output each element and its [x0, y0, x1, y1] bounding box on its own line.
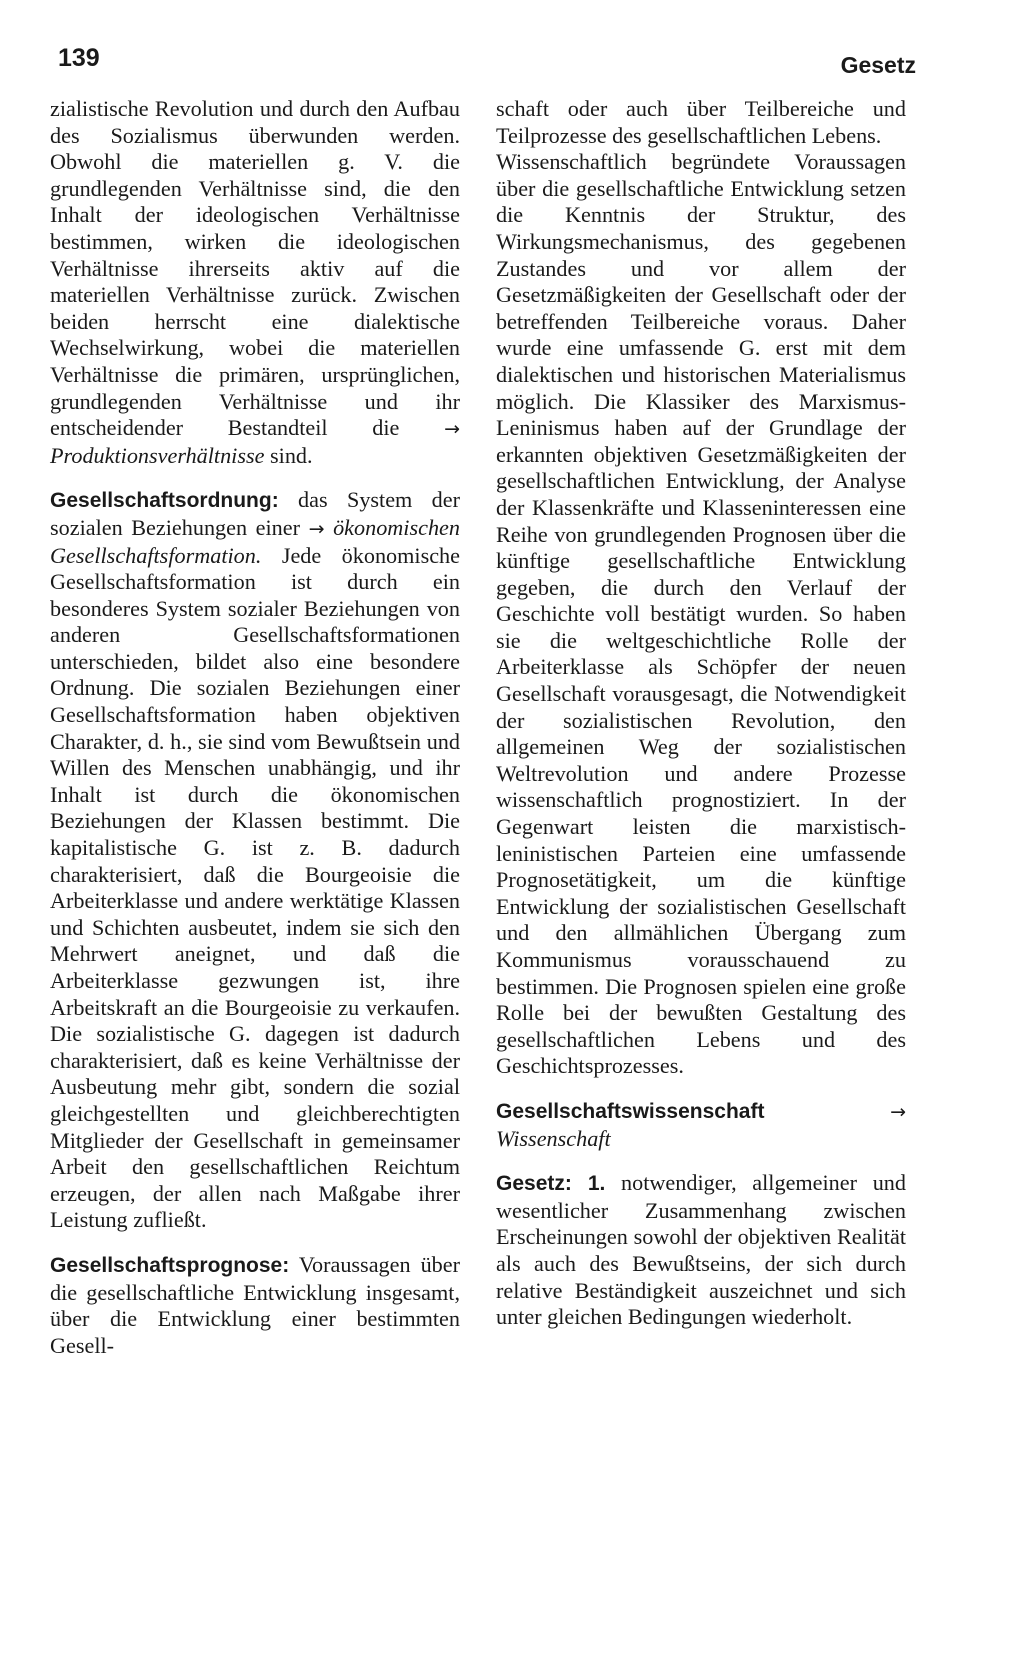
entry-gesellschaftsordnung — [50, 487, 460, 1234]
page-number: 139 — [58, 44, 100, 72]
paragraph: Wissenschaftlich begründete Voraussagen über die gesellschaftliche Entwicklung setzen die Kenntnis der Struktur, des Wirkungsmechanismus, des gegebenen Zustandes und vor allem der Gesetzmäßigkeiten der Gesellschaft oder der betreffenden Teilbereiche voraus. Daher wurde eine umfassende G. erst mit dem dialektischen und historischen Materialismus möglich. Die Klassiker des Marxismus-Leninismus haben auf der Grundlage der erkannten objektiven Gesetzmäßigkeiten der gesellschaftlichen Entwicklung, der Analyse der Klassenkräfte und Klasseninteressen eine Reihe von grundlegenden Prognosen über die künftige gesellschaftliche Entwicklung gegeben, die durch den Verlauf der Geschichte voll bestätigt wurden. So haben sie die weltgeschichtliche Rolle der Arbeiterklasse als Schöpfer der neuen Gesellschaft vorausgesagt, die Notwendigkeit der sozialistischen Revolution, den allgemeinen Weg der sozialistischen Weltrevolution und andere Prozesse wissenschaftlich prognostiziert. In der Gegenwart leisten die marxistisch-leninistischen Parteien eine umfassende Prognosetätigkeit, um die künftige Entwicklung der sozialistischen Gesellschaft und den allmählichen Übergang zum Kommunismus vorausschauend zu bestimmen. Die Prognosen spielen eine große Rolle bei der bewußten Gestaltung des gesellschaftlichen Lebens und des Geschichtsprozesses. — [496, 149, 906, 1079]
paragraph-text: zialistische Revolution und durch den Aufbau des Sozialismus überwunden werden. Obwohl die materiellen g. V. die grundlegenden Verhältnisse sind, die den Inhalt der ideologischen Verhältnisse bestimmen, wirken die ideologischen Verhältnisse ihrerseits aktiv auf die materiellen Verhältnisse zurück. Zwischen beiden herrscht eine dialektische Wechselwirkung, wobei die materiellen Verhältnisse die primären, ursprünglichen, grundlegenden Verhältnisse und ihr entscheidender Bestandteil die — [50, 96, 460, 441]
page-header — [48, 44, 914, 84]
sense-number: 1. — [571, 1172, 606, 1196]
cross-reference-arrow-icon: → — [444, 418, 460, 441]
right-column — [496, 96, 906, 1331]
paragraph-text-end: sind. — [264, 442, 313, 468]
cross-reference: ökonomischen Gesellschaftsformation. — [50, 514, 460, 568]
continuation-paragraph: schaft oder auch über Teilbereiche und Teilprozesse des gesellschaftlichen Lebens. — [496, 96, 906, 148]
left-column — [50, 96, 460, 1359]
entry-body: Jede ökonomische Gesellschaftsformation ist durch ein besonderes System sozialer Beziehungen von anderen Gesellschaftsformationen unterschieden, bildet also eine besondere Ordnung. Die sozialen Beziehungen einer Gesellschaftsformation haben objektiven Charakter, d. h., sie sind vom Bewußtsein und Willen des Menschen unabhängig, und ihr Inhalt ist durch die ökonomischen Beziehungen der Klassen bestimmt. Die kapitalistische G. ist z. B. dadurch charakterisiert, daß die Bourgeoisie die Arbeiterklasse und andere werktätige Klassen und Schichten ausbeutet, indem sie sich den Mehrwert aneignet, und daß die Arbeiterklasse gezwungen ist, ihre Arbeitskraft an die Bourgeoisie zu verkaufen. Die sozialistische G. dagegen ist dadurch charakterisiert, daß es keine Verhältnisse der Ausbeutung mehr gibt, sondern die sozial gleichgestellten und gleichberechtigten Mitglieder der Gesellschaft in gemeinsamer Arbeit den gesellschaftlichen Reichtum erzeugen, der allen nach Maßgabe ihrer Leistung zufließt. — [50, 542, 460, 1233]
cross-reference: Produktionsverhältnisse — [50, 442, 265, 468]
running-head: Gesetz — [840, 52, 916, 78]
entry-term: Gesetz: — [496, 1172, 572, 1196]
entry-body: notwendiger, allgemeiner und wesentlicher Zusammenhang zwischen Erscheinungen sowohl der objektiven Realität als auch des Bewußtseins, der sich durch relative Beständigkeit auszeichnet und sich unter gleichen Bedingungen wiederholt. — [496, 1170, 906, 1330]
cross-reference-arrow-icon: → — [890, 1100, 906, 1123]
entry-gesetz — [496, 1170, 906, 1331]
entry-term: Gesellschaftsordnung: — [50, 489, 279, 513]
entry-term: Gesellschaftswissenschaft — [496, 1099, 765, 1123]
cross-reference: Wissenschaft — [496, 1125, 611, 1151]
entry-gesellschaftsprognose — [50, 1252, 460, 1359]
continuation-paragraph — [50, 96, 460, 469]
entry-gesellschaftswissenschaft — [496, 1098, 906, 1152]
cross-reference-arrow-icon: → — [308, 517, 325, 540]
entry-term: Gesellschaftsprognose: — [50, 1253, 290, 1277]
entry-intro: das System der sozialen Beziehungen einer — [50, 487, 460, 540]
entry-body: Voraussagen über die gesellschaftliche Entwicklung insgesamt, über die Entwicklung einer bestimmten Gesell- — [50, 1251, 460, 1358]
